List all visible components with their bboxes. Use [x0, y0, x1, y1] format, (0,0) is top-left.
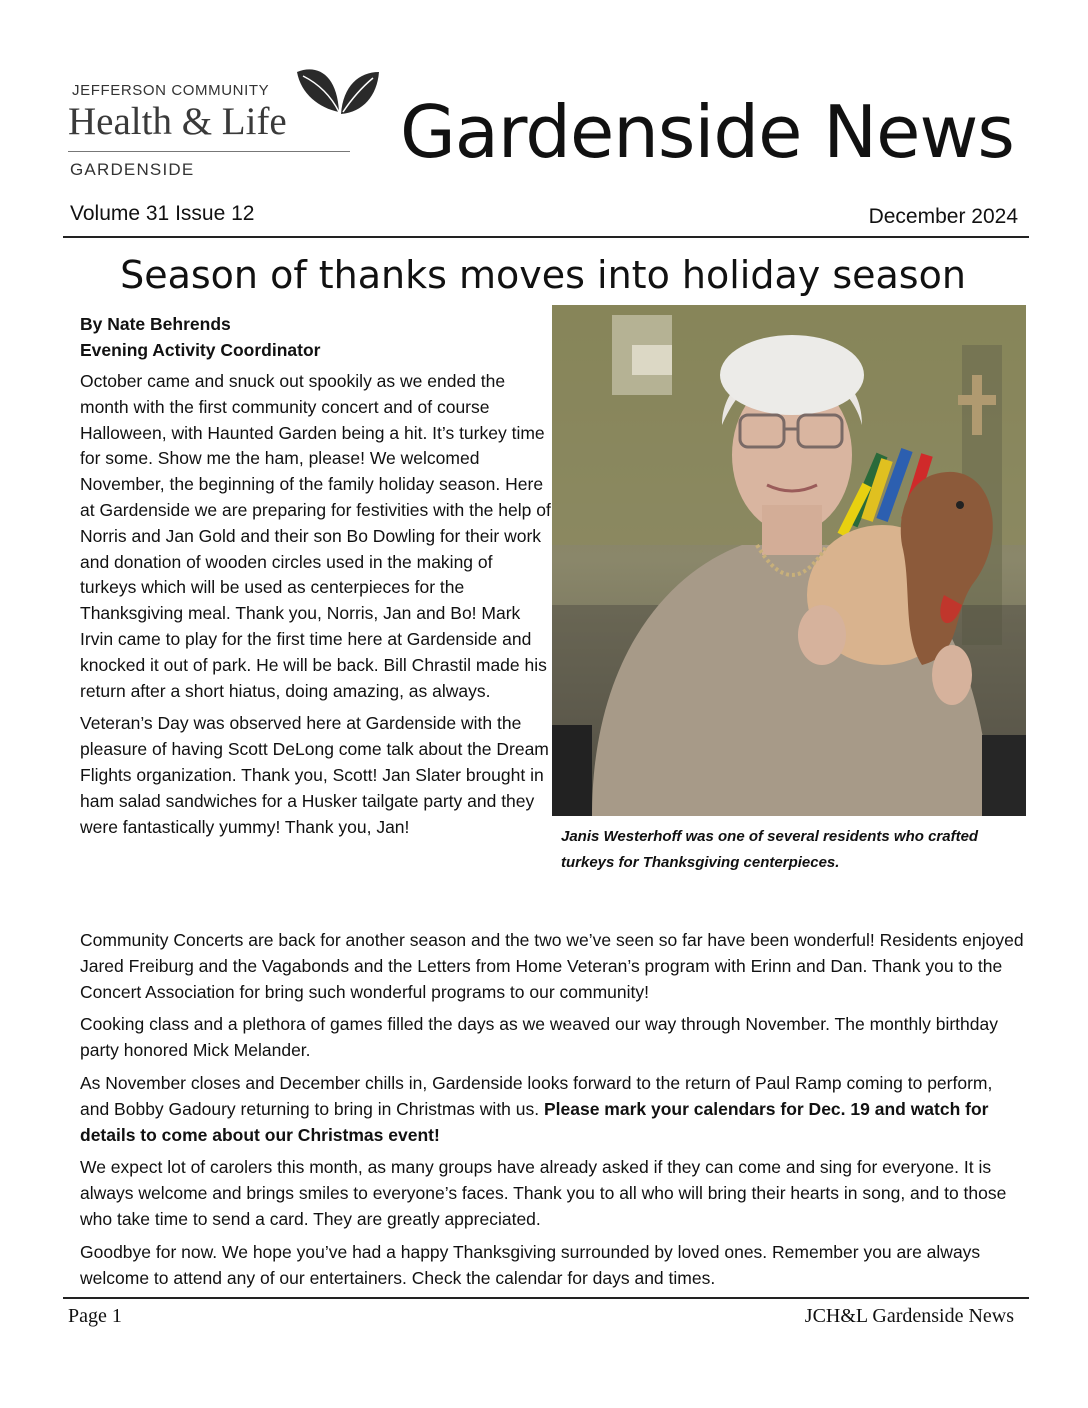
calendar-notice: Please mark your calendars for Dec. 19 and watch for details to come about our Christmas event! — [80, 1098, 989, 1145]
article-paragraph: October came and snuck out spookily as we ended the month with the first community concert and of course Halloween, with Haunted Garden being a hit. It’s turkey time for some. Show me the ham, please! We welcomed November, the beginning of the family holiday season. Here at Gardenside we are preparing for festivities with the help of Norris and Jan Gold and their son Bo Dowling for their work and donation of wooden circles used in the making of turkeys which will be used as centerpieces for the Thanksgiving meal. Thank you, Norris, Jan and Bo! Mark Irvin came to play for the first time here at Gardenside and knocked it out of park. He will be back. Bill Chrastil made his return after a short hiatus, doing amazing, as always. — [80, 371, 551, 701]
logo-organization-text: JEFFERSON COMMUNITY — [72, 82, 270, 99]
resident-photo — [552, 305, 1026, 816]
article-paragraph: Goodbye for now. We hope you’ve had a happy Thanksgiving surrounded by loved ones. Remember you are always welcome to attend any of our entertainers. Check the calendar for days and times. — [80, 1241, 981, 1288]
logo-location-text: GARDENSIDE — [70, 160, 195, 179]
article-column-text — [80, 369, 552, 847]
newsletter-title: Gardenside News — [400, 90, 1014, 174]
article-headline: Season of thanks moves into holiday season — [120, 253, 966, 297]
paragraph-text: As November closes and December chills in, Gardenside looks forward to the return of Paul Ramp coming to perform, and Bobby Gadoury returning to bring in Christmas with us. — [80, 1072, 993, 1119]
article-paragraph: Community Concerts are back for another season and the two we’ve seen so far have been wonderful! Residents enjoyed Jared Freiburg and the Vagabonds and the Letters from Home Veteran’s program with Erinn and Dan. Thank you to the Concert Association for bring such wonderful programs to our community! — [80, 930, 1024, 1002]
author-name: By Nate Behrends — [80, 314, 231, 334]
article-paragraph — [80, 1071, 1025, 1148]
article-full-width-text — [80, 928, 1025, 1298]
article-paragraph: Cooking class and a plethora of games filled the days as we weaved our way through November. The monthly birthday party honored Mick Melander. — [80, 1014, 998, 1061]
footer-publication-title: JCH&L Gardenside News — [804, 1305, 1014, 1327]
organization-logo — [68, 64, 380, 184]
footer-divider — [63, 1297, 1029, 1299]
issue-date: December 2024 — [868, 205, 1018, 228]
masthead-divider — [63, 236, 1029, 238]
logo-name-text: Health & Life — [68, 100, 287, 143]
author-role: Evening Activity Coordinator — [80, 340, 321, 360]
article-byline — [80, 311, 321, 363]
article-paragraph: We expect lot of carolers this month, as many groups have already asked if they can come and sing for everyone. It is always welcome and brings smiles to everyone’s faces. Thank you to all who will bring their hearts in song, and to those who take time to send a card. They are greatly appreciated. — [80, 1157, 1007, 1229]
page-number: Page 1 — [68, 1305, 122, 1327]
logo-divider — [68, 151, 350, 152]
photo-caption: Janis Westerhoff was one of several residents who crafted turkeys for Thanksgiving centerpieces. — [561, 828, 979, 871]
leaves-icon — [293, 66, 381, 126]
issue-number: Volume 31 Issue 12 — [70, 202, 255, 225]
article-paragraph: Veteran’s Day was observed here at Gardenside with the pleasure of having Scott DeLong come talk about the Dream Flights organization. Thank you, Scott! Jan Slater brought in ham salad sandwiches for a Husker tailgate party and they were fantastically yummy! Thank you, Jan! — [80, 713, 549, 837]
